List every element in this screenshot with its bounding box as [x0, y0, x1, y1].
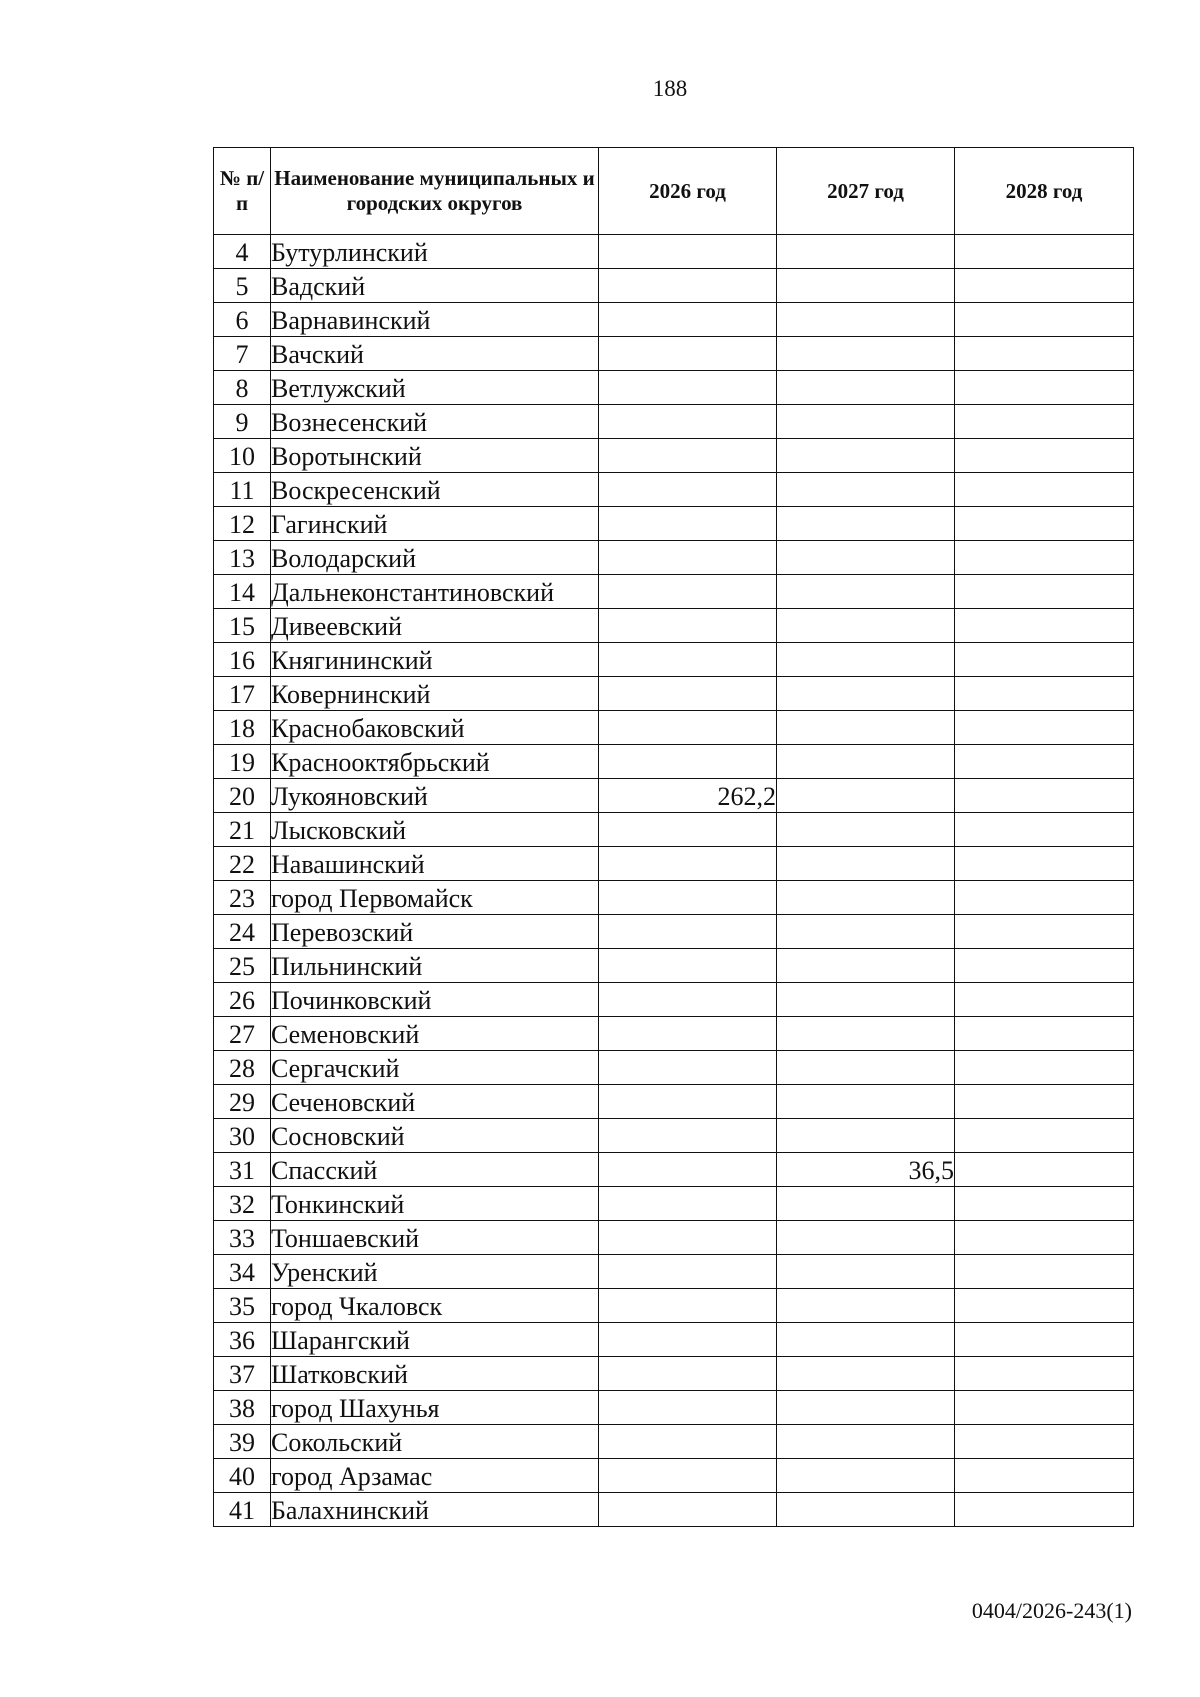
value-2026: [599, 439, 777, 473]
table-row: [214, 303, 1134, 337]
table-row: [214, 1289, 1134, 1323]
table-row: [214, 745, 1134, 779]
value-2027: [777, 813, 955, 847]
table-header-row: [214, 148, 1134, 235]
value-2026: [599, 1425, 777, 1459]
value-2027: [777, 745, 955, 779]
district-name: Тоншаевский: [271, 1221, 599, 1255]
value-2026: [599, 541, 777, 575]
row-number: 38: [214, 1391, 271, 1425]
value-2027: [777, 541, 955, 575]
table-row: [214, 473, 1134, 507]
district-name: Вознесенский: [271, 405, 599, 439]
value-2026: [599, 609, 777, 643]
value-2028: [955, 711, 1134, 745]
header-district-name: Наименование муниципальных и городских округов: [271, 148, 599, 235]
value-2027: [777, 1255, 955, 1289]
table-row: [214, 541, 1134, 575]
value-2026: 262,2: [599, 779, 777, 813]
district-name: Починковский: [271, 983, 599, 1017]
value-2027: [777, 269, 955, 303]
value-2028: [955, 609, 1134, 643]
table-row: [214, 915, 1134, 949]
value-2028: [955, 983, 1134, 1017]
value-2028: [955, 1153, 1134, 1187]
row-number: 15: [214, 609, 271, 643]
document-code: 0404/2026-243(1): [971, 1598, 1132, 1623]
value-2028: [955, 1051, 1134, 1085]
value-2027: [777, 337, 955, 371]
table-row: [214, 847, 1134, 881]
value-2028: [955, 1493, 1134, 1527]
value-2027: [777, 1221, 955, 1255]
district-name: Ветлужский: [271, 371, 599, 405]
district-name: Сокольский: [271, 1425, 599, 1459]
district-name: Гагинский: [271, 507, 599, 541]
value-2026: [599, 1119, 777, 1153]
value-2026: [599, 1187, 777, 1221]
district-name: Воротынский: [271, 439, 599, 473]
row-number: 36: [214, 1323, 271, 1357]
table-row: [214, 813, 1134, 847]
table-row: [214, 1323, 1134, 1357]
table-row: [214, 881, 1134, 915]
value-2027: [777, 847, 955, 881]
row-number: 29: [214, 1085, 271, 1119]
row-number: 35: [214, 1289, 271, 1323]
value-2028: [955, 1187, 1134, 1221]
value-2027: [777, 1051, 955, 1085]
value-2026: [599, 643, 777, 677]
row-number: 9: [214, 405, 271, 439]
value-2026: [599, 507, 777, 541]
value-2028: [955, 779, 1134, 813]
value-2028: [955, 303, 1134, 337]
value-2026: [599, 575, 777, 609]
district-name: Сосновский: [271, 1119, 599, 1153]
value-2027: [777, 1187, 955, 1221]
value-2027: [777, 439, 955, 473]
header-year-2027: 2027 год: [777, 148, 955, 235]
value-2026: [599, 745, 777, 779]
value-2027: [777, 1323, 955, 1357]
value-2027: [777, 1493, 955, 1527]
district-name: Уренский: [271, 1255, 599, 1289]
value-2026: [599, 1323, 777, 1357]
value-2028: [955, 1323, 1134, 1357]
row-number: 20: [214, 779, 271, 813]
value-2028: [955, 1425, 1134, 1459]
value-2028: [955, 439, 1134, 473]
row-number: 40: [214, 1459, 271, 1493]
table-row: [214, 1119, 1134, 1153]
value-2027: 36,5: [777, 1153, 955, 1187]
value-2028: [955, 881, 1134, 915]
value-2027: [777, 1391, 955, 1425]
value-2026: [599, 405, 777, 439]
table-row: [214, 439, 1134, 473]
district-name: Навашинский: [271, 847, 599, 881]
value-2026: [599, 915, 777, 949]
value-2027: [777, 711, 955, 745]
value-2027: [777, 915, 955, 949]
value-2028: [955, 269, 1134, 303]
row-number: 19: [214, 745, 271, 779]
row-number: 10: [214, 439, 271, 473]
district-name: Дивеевский: [271, 609, 599, 643]
table-row: [214, 643, 1134, 677]
row-number: 27: [214, 1017, 271, 1051]
table-row: [214, 337, 1134, 371]
district-name: Краснооктябрьский: [271, 745, 599, 779]
district-name: город Чкаловск: [271, 1289, 599, 1323]
value-2028: [955, 371, 1134, 405]
table-row: [214, 269, 1134, 303]
district-name: Семеновский: [271, 1017, 599, 1051]
row-number: 37: [214, 1357, 271, 1391]
table-row: [214, 1221, 1134, 1255]
value-2028: [955, 813, 1134, 847]
value-2028: [955, 1255, 1134, 1289]
value-2026: [599, 983, 777, 1017]
table-row: [214, 405, 1134, 439]
table-row: [214, 1493, 1134, 1527]
table-row: [214, 1391, 1134, 1425]
value-2027: [777, 1425, 955, 1459]
row-number: 23: [214, 881, 271, 915]
district-name: город Арзамас: [271, 1459, 599, 1493]
table-row: [214, 949, 1134, 983]
row-number: 8: [214, 371, 271, 405]
table-row: [214, 609, 1134, 643]
value-2027: [777, 235, 955, 269]
value-2027: [777, 1289, 955, 1323]
header-year-2026: 2026 год: [599, 148, 777, 235]
value-2028: [955, 1221, 1134, 1255]
district-name: Лукояновский: [271, 779, 599, 813]
value-2026: [599, 269, 777, 303]
value-2027: [777, 609, 955, 643]
table-row: [214, 235, 1134, 269]
value-2026: [599, 1255, 777, 1289]
value-2027: [777, 371, 955, 405]
district-name: Пильнинский: [271, 949, 599, 983]
value-2027: [777, 405, 955, 439]
row-number: 16: [214, 643, 271, 677]
district-name: город Шахунья: [271, 1391, 599, 1425]
row-number: 31: [214, 1153, 271, 1187]
value-2026: [599, 813, 777, 847]
value-2026: [599, 473, 777, 507]
table-row: [214, 1425, 1134, 1459]
district-name: Краснобаковский: [271, 711, 599, 745]
value-2026: [599, 1017, 777, 1051]
value-2026: [599, 1051, 777, 1085]
value-2028: [955, 473, 1134, 507]
district-name: Лысковский: [271, 813, 599, 847]
value-2028: [955, 1357, 1134, 1391]
value-2026: [599, 847, 777, 881]
header-year-2028: 2028 год: [955, 148, 1134, 235]
value-2028: [955, 1391, 1134, 1425]
table-row: [214, 779, 1134, 813]
district-name: Сергачский: [271, 1051, 599, 1085]
row-number: 34: [214, 1255, 271, 1289]
district-name: Перевозский: [271, 915, 599, 949]
district-name: Бутурлинский: [271, 235, 599, 269]
table-row: [214, 1255, 1134, 1289]
district-name: Княгининский: [271, 643, 599, 677]
value-2028: [955, 405, 1134, 439]
row-number: 14: [214, 575, 271, 609]
table-row: [214, 711, 1134, 745]
row-number: 25: [214, 949, 271, 983]
value-2026: [599, 1085, 777, 1119]
district-name: Шарангский: [271, 1323, 599, 1357]
table-row: [214, 983, 1134, 1017]
value-2028: [955, 1017, 1134, 1051]
page-number: 188: [652, 76, 688, 101]
value-2026: [599, 711, 777, 745]
district-name: Тонкинский: [271, 1187, 599, 1221]
row-number: 7: [214, 337, 271, 371]
district-name: Балахнинский: [271, 1493, 599, 1527]
table-row: [214, 575, 1134, 609]
value-2026: [599, 1459, 777, 1493]
row-number: 26: [214, 983, 271, 1017]
header-number: № п/п: [214, 148, 271, 235]
value-2026: [599, 949, 777, 983]
district-name: Варнавинский: [271, 303, 599, 337]
value-2026: [599, 1391, 777, 1425]
district-name: Дальнеконстантиновский: [271, 575, 599, 609]
value-2028: [955, 847, 1134, 881]
value-2027: [777, 507, 955, 541]
table-row: [214, 1017, 1134, 1051]
value-2028: [955, 1085, 1134, 1119]
district-name: Воскресенский: [271, 473, 599, 507]
value-2028: [955, 235, 1134, 269]
value-2027: [777, 949, 955, 983]
table-row: [214, 677, 1134, 711]
value-2026: [599, 677, 777, 711]
row-number: 17: [214, 677, 271, 711]
row-number: 11: [214, 473, 271, 507]
row-number: 28: [214, 1051, 271, 1085]
row-number: 30: [214, 1119, 271, 1153]
districts-table: [213, 147, 1134, 1527]
district-name: Володарский: [271, 541, 599, 575]
row-number: 13: [214, 541, 271, 575]
value-2026: [599, 1357, 777, 1391]
row-number: 18: [214, 711, 271, 745]
row-number: 33: [214, 1221, 271, 1255]
table-row: [214, 507, 1134, 541]
table-body: [214, 235, 1134, 1527]
value-2028: [955, 1119, 1134, 1153]
row-number: 21: [214, 813, 271, 847]
value-2026: [599, 371, 777, 405]
value-2027: [777, 1357, 955, 1391]
value-2027: [777, 779, 955, 813]
value-2027: [777, 677, 955, 711]
value-2026: [599, 881, 777, 915]
district-name: Ковернинский: [271, 677, 599, 711]
table-row: [214, 371, 1134, 405]
value-2026: [599, 1153, 777, 1187]
table-row: [214, 1085, 1134, 1119]
value-2028: [955, 677, 1134, 711]
value-2028: [955, 1459, 1134, 1493]
value-2028: [955, 745, 1134, 779]
district-name: Вачский: [271, 337, 599, 371]
value-2027: [777, 1119, 955, 1153]
row-number: 24: [214, 915, 271, 949]
table-row: [214, 1051, 1134, 1085]
table-row: [214, 1459, 1134, 1493]
table-row: [214, 1357, 1134, 1391]
value-2027: [777, 473, 955, 507]
value-2026: [599, 337, 777, 371]
value-2028: [955, 575, 1134, 609]
value-2026: [599, 303, 777, 337]
value-2026: [599, 1221, 777, 1255]
district-name: Сеченовский: [271, 1085, 599, 1119]
table-row: [214, 1187, 1134, 1221]
district-name: Шатковский: [271, 1357, 599, 1391]
value-2027: [777, 1017, 955, 1051]
row-number: 41: [214, 1493, 271, 1527]
row-number: 5: [214, 269, 271, 303]
value-2027: [777, 303, 955, 337]
value-2028: [955, 949, 1134, 983]
value-2027: [777, 983, 955, 1017]
row-number: 32: [214, 1187, 271, 1221]
row-number: 12: [214, 507, 271, 541]
value-2028: [955, 337, 1134, 371]
value-2028: [955, 915, 1134, 949]
value-2028: [955, 1289, 1134, 1323]
district-name: Спасский: [271, 1153, 599, 1187]
district-name: Вадский: [271, 269, 599, 303]
value-2028: [955, 507, 1134, 541]
table-row: [214, 1153, 1134, 1187]
value-2027: [777, 643, 955, 677]
value-2028: [955, 643, 1134, 677]
row-number: 39: [214, 1425, 271, 1459]
value-2028: [955, 541, 1134, 575]
row-number: 6: [214, 303, 271, 337]
row-number: 22: [214, 847, 271, 881]
row-number: 4: [214, 235, 271, 269]
value-2027: [777, 575, 955, 609]
value-2027: [777, 1459, 955, 1493]
value-2026: [599, 1493, 777, 1527]
value-2026: [599, 235, 777, 269]
value-2027: [777, 881, 955, 915]
value-2027: [777, 1085, 955, 1119]
district-name: город Первомайск: [271, 881, 599, 915]
value-2026: [599, 1289, 777, 1323]
